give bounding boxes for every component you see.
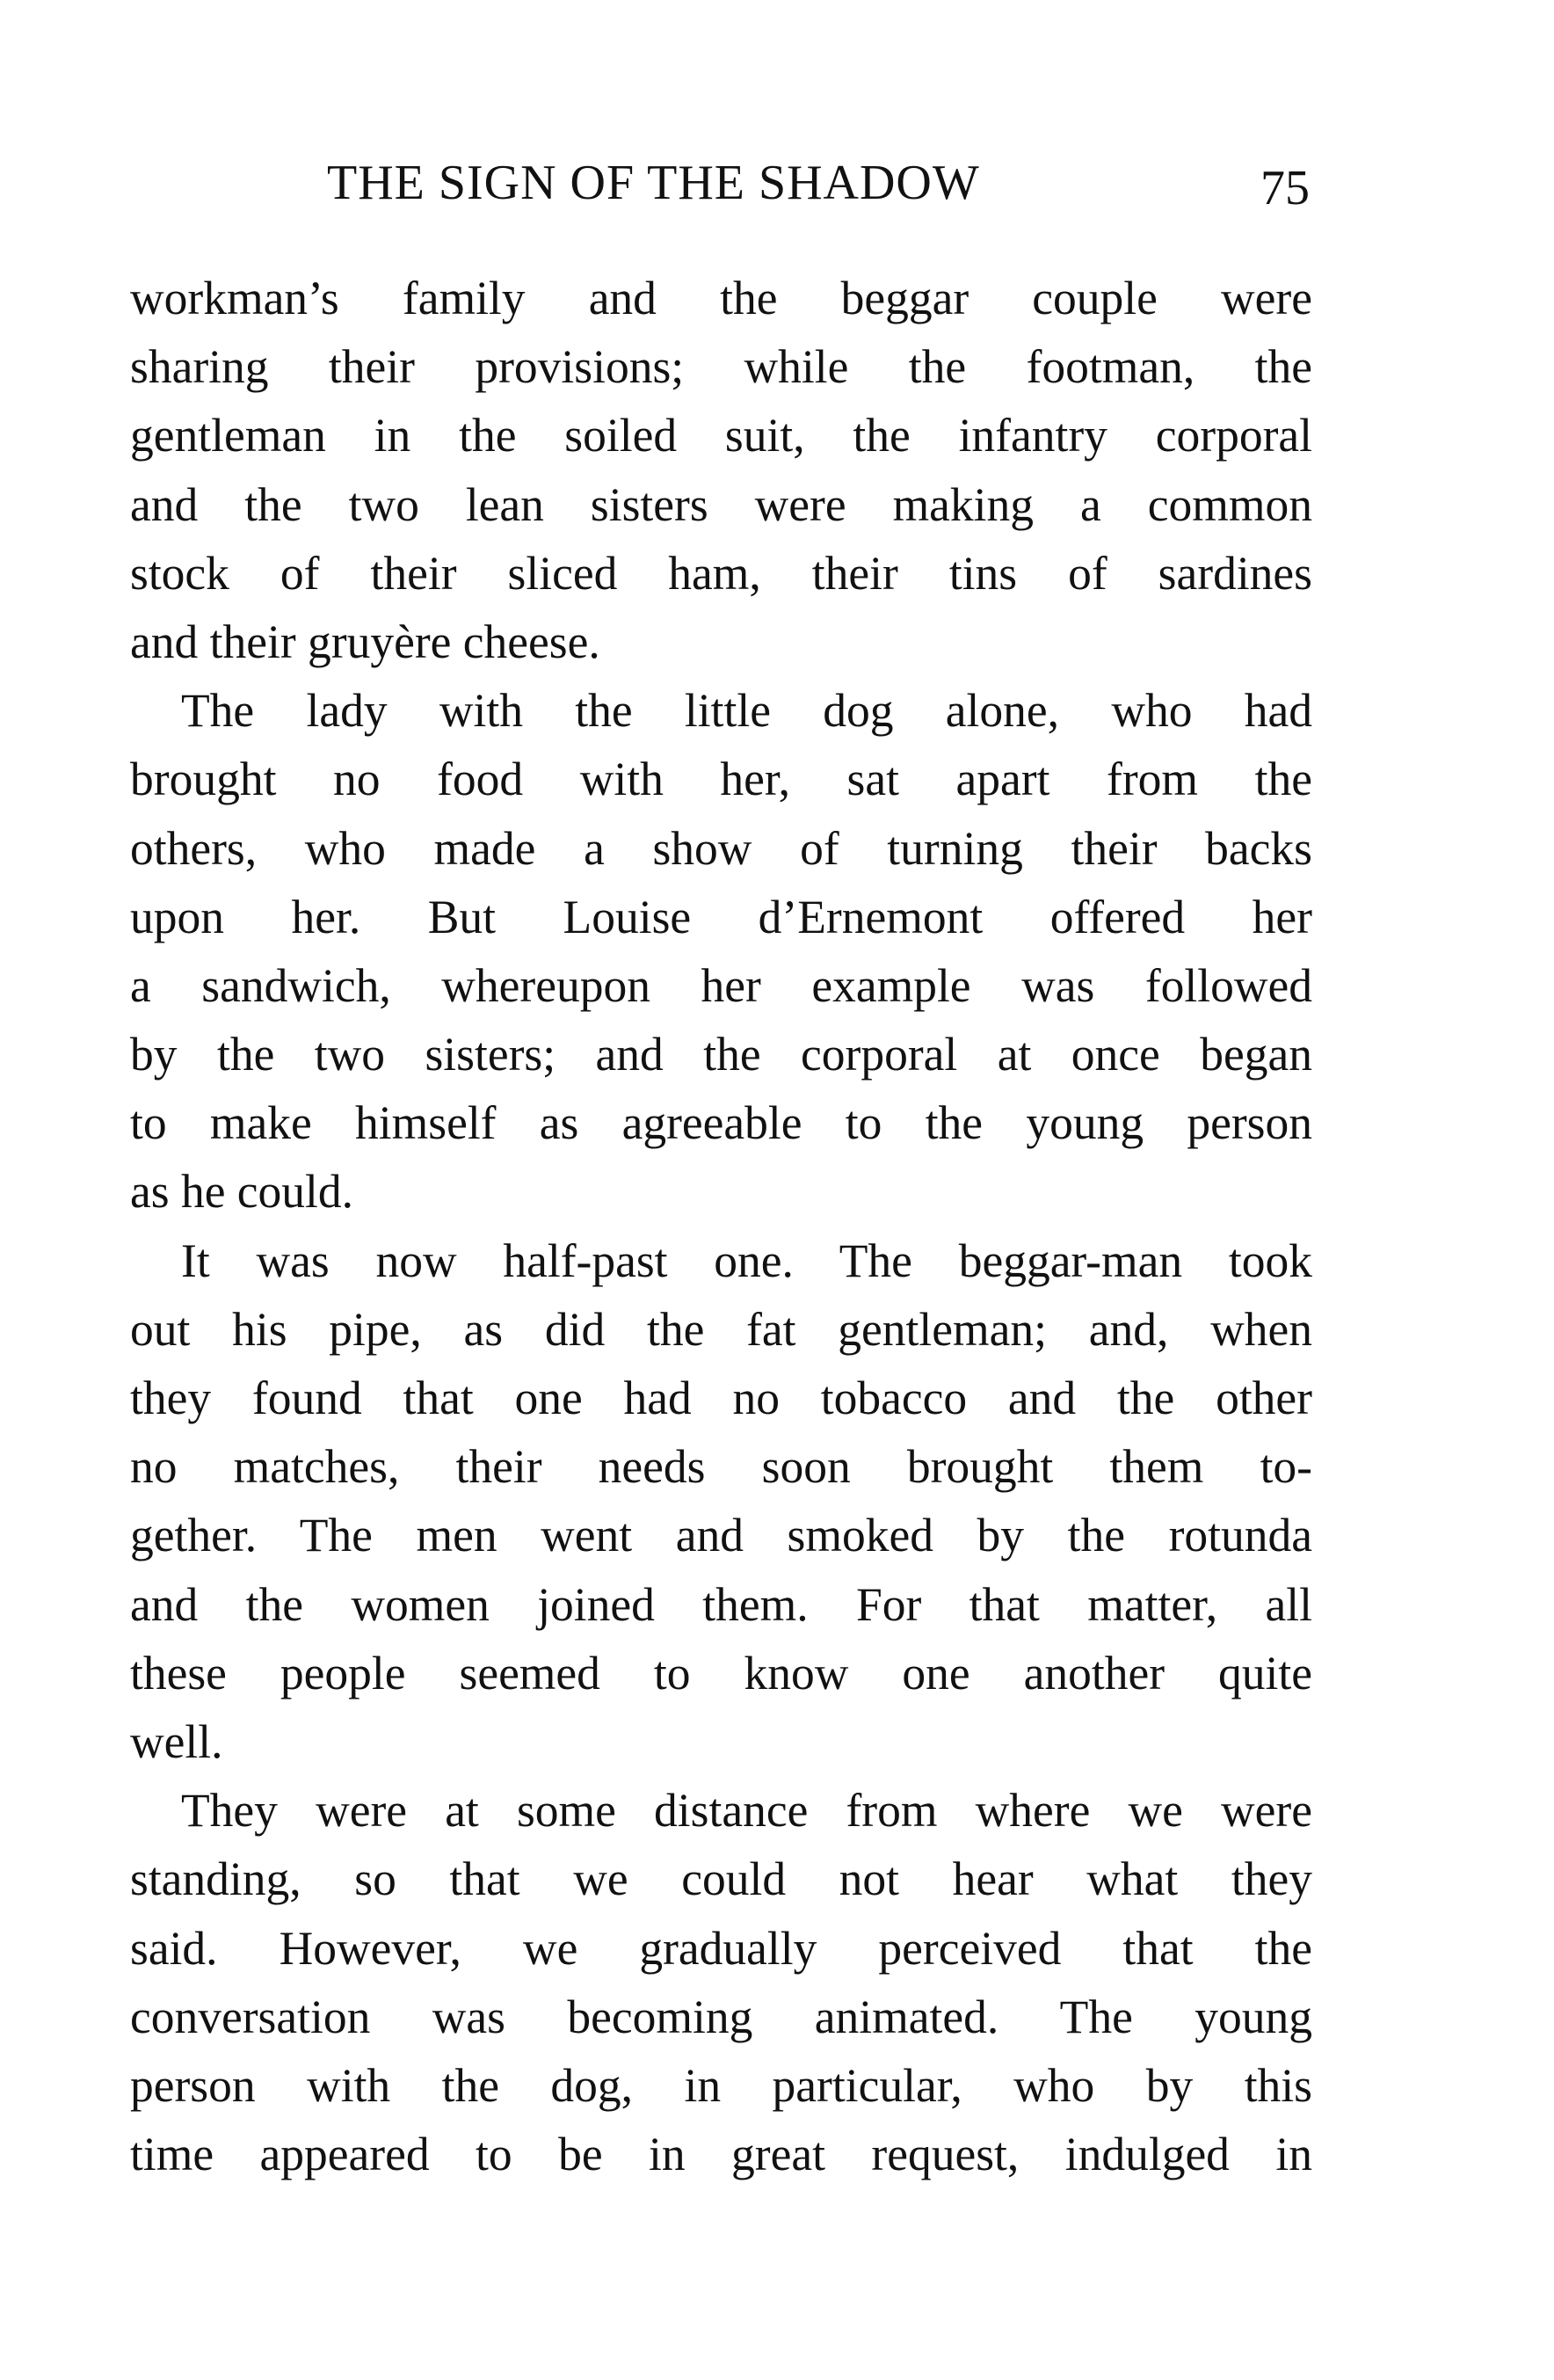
text-line: to make himself as agreeable to the young person <box>130 1096 1312 1150</box>
text-line: as he could. <box>130 1165 354 1219</box>
text-line: gether. The men went and smoked by the rotunda <box>130 1509 1312 1562</box>
text-line: and the two lean sisters were making a common <box>130 477 1312 531</box>
text-line: and the women joined them. For that matter, all <box>130 1577 1312 1631</box>
running-title: THE SIGN OF THE SHADOW <box>327 156 980 210</box>
text-line: brought no food with her, sat apart from the <box>130 753 1312 806</box>
text-line: these people seemed to know one another quite <box>130 1646 1312 1699</box>
text-line: person with the dog, in particular, who by this <box>130 2058 1312 2112</box>
text-line: a sandwich, whereupon her example was followed <box>130 958 1312 1012</box>
text-line: time appeared to be in great request, indulged in <box>130 2128 1312 2181</box>
text-line: said. However, we gradually perceived that the <box>130 1921 1312 1975</box>
text-line: standing, so that we could not hear what they <box>130 1852 1312 1906</box>
text-line: sharing their provisions; while the footman, the <box>130 340 1312 394</box>
text-line: stock of their sliced ham, their tins of sardines <box>130 546 1312 600</box>
text-line: out his pipe, as did the fat gentleman; and, when <box>130 1302 1312 1356</box>
text-line: They were at some distance from where we were <box>181 1784 1312 1838</box>
text-line: upon her. But Louise d’Ernemont offered her <box>130 890 1312 943</box>
text-line: by the two sisters; and the corporal at once began <box>130 1028 1312 1081</box>
body-text <box>130 264 1312 2188</box>
text-line: others, who made a show of turning their backs <box>130 821 1312 875</box>
running-header <box>132 148 1310 218</box>
page-number: 75 <box>1260 161 1310 215</box>
text-line: workman’s family and the beggar couple were <box>130 272 1312 324</box>
text-line: and their gruyère cheese. <box>130 615 600 668</box>
text-line: they found that one had no tobacco and the other <box>130 1372 1312 1424</box>
text-line: well. <box>130 1714 223 1768</box>
text-line: no matches, their needs soon brought them to- <box>130 1440 1312 1494</box>
text-line: It was now half-past one. The beggar-man took <box>181 1234 1312 1287</box>
text-line: The lady with the little dog alone, who had <box>181 684 1312 738</box>
text-line: conversation was becoming animated. The young <box>130 1990 1312 2043</box>
text-line: gentleman in the soiled suit, the infantry corporal <box>130 409 1312 462</box>
